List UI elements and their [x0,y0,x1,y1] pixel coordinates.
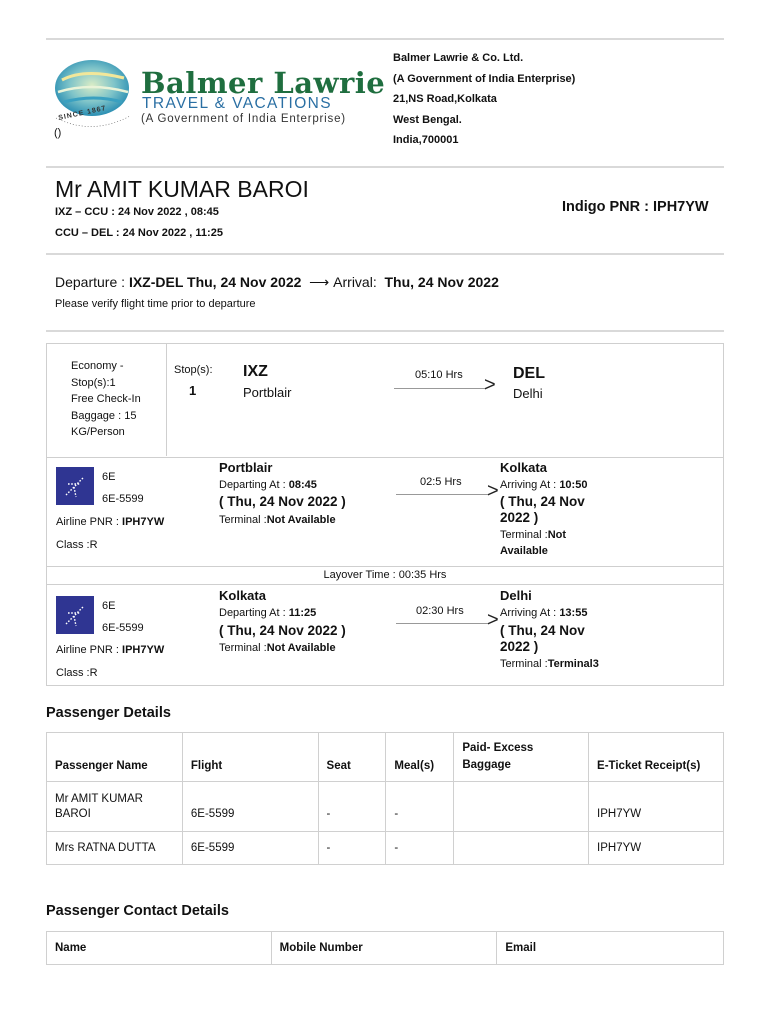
airline-pnr-label: Airline PNR : [56,516,119,528]
table-row [47,832,724,865]
table-header-row [47,932,724,965]
contact-table [46,931,724,965]
table-cell: - [386,782,454,832]
logo-since: SINCE 1867 [57,104,108,123]
table-cell: - [386,832,454,865]
divider [47,457,723,458]
divider [46,253,724,255]
arrival-time [500,479,587,491]
column-header: Meal(s) [386,733,454,782]
plane-icon [56,596,94,634]
departure-city: Kolkata [219,588,266,603]
stops-label: Stop(s): [174,364,213,376]
arriving-label: Arriving At : [500,479,557,491]
verify-note: Please verify flight time prior to departure [55,298,256,310]
address-line: 21,NS Road,Kolkata [393,93,497,105]
table-cell: - [318,832,386,865]
arriving-label: Arriving At : [500,607,557,619]
terminal-value: Terminal3 [547,658,599,670]
divider [47,584,723,585]
total-duration: 05:10 Hrs [415,369,463,381]
table-cell: 6E-5599 [182,782,318,832]
airline-pnr-value: IPH7YW [122,516,165,528]
terminal-value: Not Available [266,642,336,654]
terminal-label: Terminal : [219,642,267,654]
leg-duration: 02:30 Hrs [416,605,464,617]
arriving-time: 10:50 [559,479,588,491]
chevron-right-icon: > [487,609,499,631]
section-title: Passenger Contact Details [46,903,229,919]
column-header: Mobile Number [271,932,497,965]
duration-line [396,623,488,624]
departure-label: Departure : [55,274,126,290]
stops-value: 1 [189,383,197,398]
logo-note: () [54,127,62,139]
logo-brand: Balmer Lawrie [141,66,386,100]
leg-duration: 02:5 Hrs [420,476,462,488]
arrival-date: ( Thu, 24 Nov [500,623,585,638]
departure-terminal [219,642,336,654]
segment-summary: CCU – DEL : 24 Nov 2022 , 11:25 [55,227,223,239]
terminal-label: Terminal : [500,658,548,670]
arrival-city: Kolkata [500,460,547,475]
table-header-row [47,733,724,782]
duration-line [396,494,488,495]
origin-code: IXZ [243,363,268,380]
passenger-name: Mr AMIT KUMAR BAROI [47,782,183,832]
departing-label: Departing At : [219,479,286,491]
address-line: India,700001 [393,134,459,146]
terminal-label: Terminal : [219,514,267,526]
departing-time: 11:25 [288,607,317,619]
divider [46,330,724,332]
logo-subline: (A Government of India Enterprise) [141,113,346,125]
airline-pnr [56,516,164,528]
arrival-date: ( Thu, 24 Nov [500,494,585,509]
passenger-table [46,732,724,865]
segment-summary: IXZ – CCU : 24 Nov 2022 , 08:45 [55,206,219,218]
traveller-name: Mr AMIT KUMAR BAROI [55,176,309,202]
address-line: (A Government of India Enterprise) [393,72,576,85]
plane-icon [56,467,94,505]
fare-line: Stop(s):1 [71,376,116,389]
fare-line: Free Check-In [71,393,141,405]
arrow-right-icon: ⟶ [305,274,334,290]
destination-code: DEL [513,365,545,382]
departing-label: Departing At : [219,607,286,619]
divider [46,166,724,168]
airline-logo [56,467,94,505]
arrival-date-year: 2022 ) [500,510,539,525]
table-row [47,782,724,832]
address-line: West Bengal. [393,113,462,126]
departure-time [219,607,316,619]
airline-code: 6E [102,600,116,612]
arrival-date-year: 2022 ) [500,639,539,654]
travel-class: Class :R [56,539,98,551]
address-line: Balmer Lawrie & Co. Ltd. [393,52,524,64]
fare-line: Baggage : 15 [71,409,137,422]
column-header: Paid- Excess Baggage [454,733,589,782]
terminal-value-cont: Available [500,545,548,557]
airline-logo [56,596,94,634]
journey-line [55,274,499,291]
travel-class: Class :R [56,667,98,679]
airline-pnr [56,644,164,656]
arriving-time: 13:55 [559,607,588,619]
table-cell: IPH7YW [589,832,724,865]
company-address [393,48,575,151]
departure-city: Portblair [219,460,273,475]
logo-tagline: TRAVEL & VACATIONS [142,95,332,112]
duration-line [394,388,486,389]
itinerary-box [46,343,724,686]
fare-line: Economy - [71,360,124,372]
departure-time [219,479,317,491]
departure-date: ( Thu, 24 Nov 2022 ) [219,623,346,638]
section-title: Passenger Details [46,705,171,721]
divider [47,566,723,567]
column-header: Flight [182,733,318,782]
pnr-heading: Indigo PNR : IPH7YW [562,199,709,215]
arrival-city: Delhi [500,588,532,603]
chevron-right-icon: > [484,374,496,396]
destination-city: Delhi [513,386,543,401]
terminal-value: Not Available [266,514,336,526]
table-cell: - [318,782,386,832]
departure-date: ( Thu, 24 Nov 2022 ) [219,494,346,509]
arrival-terminal [500,529,566,541]
chevron-right-icon: > [487,480,499,502]
flight-number: 6E-5599 [102,493,144,505]
departure-terminal [219,514,336,526]
divider [166,344,167,456]
terminal-label: Terminal : [500,529,548,541]
fare-info [71,358,141,441]
column-header: Seat [318,733,386,782]
departing-time: 08:45 [288,479,317,491]
arrival-time [500,607,587,619]
table-cell: IPH7YW [589,782,724,832]
arrival-terminal [500,658,599,670]
table-cell [454,782,589,832]
layover-time: Layover Time : 00:35 Hrs [323,569,447,581]
column-header: Email [497,932,724,965]
column-header: Passenger Name [47,733,183,782]
column-header: E-Ticket Receipt(s) [589,733,724,782]
airline-pnr-value: IPH7YW [122,644,165,656]
column-header: Name [47,932,272,965]
table-cell: 6E-5599 [182,832,318,865]
arrival-date: Thu, 24 Nov 2022 [384,274,499,290]
airline-code: 6E [102,471,116,483]
flight-number: 6E-5599 [102,622,144,634]
origin-city: Portblair [243,385,292,400]
table-cell [454,832,589,865]
fare-line: KG/Person [71,426,125,438]
arrival-label: Arrival: [333,274,377,290]
passenger-name: Mrs RATNA DUTTA [47,832,183,865]
airline-pnr-label: Airline PNR : [56,644,119,656]
terminal-value: Not [547,529,567,541]
divider [46,38,724,40]
route-date: IXZ-DEL Thu, 24 Nov 2022 [128,274,302,290]
